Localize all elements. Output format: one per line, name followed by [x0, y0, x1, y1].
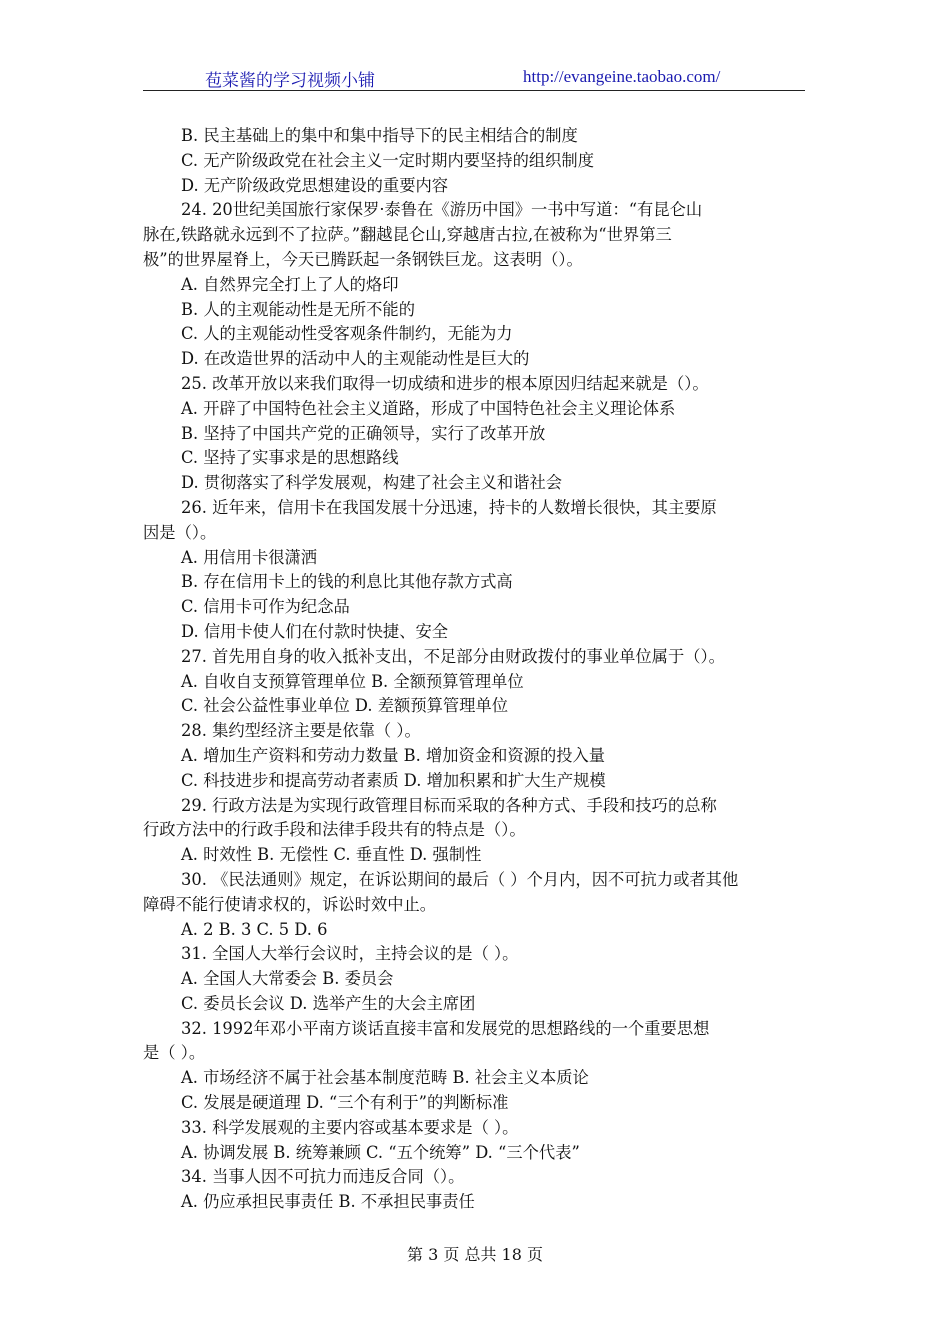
- text-line: 极”的世界屋脊上，今天已腾跃起一条钢铁巨龙。这表明（）。: [143, 249, 583, 269]
- text-line: 障碍不能行使请求权的，诉讼时效中止。: [143, 894, 437, 914]
- text-line: C. 社会公益性事业单位 D. 差额预算管理单位: [181, 696, 509, 716]
- text-line: A. 协调发展 B. 统筹兼顾 C. “五个统筹” D. “三个代表”: [181, 1142, 580, 1162]
- text-line: 行政方法中的行政手段和法律手段共有的特点是（）。: [143, 820, 526, 840]
- text-line: A. 时效性 B. 无偿性 C. 垂直性 D. 强制性: [181, 845, 482, 865]
- text-line: C. 无产阶级政党在社会主义一定时期内要坚持的组织制度: [181, 150, 594, 170]
- page-header: [143, 66, 805, 91]
- text-line: D. 无产阶级政党思想建设的重要内容: [181, 175, 449, 195]
- text-line: A. 增加生产资料和劳动力数量 B. 增加资金和资源的投入量: [181, 745, 606, 765]
- text-line: D. 在改造世界的活动中人的主观能动性是巨大的: [181, 349, 530, 369]
- text-line: C. 坚持了实事求是的思想路线: [181, 448, 399, 468]
- text-line: 34. 当事人因不可抗力而违反合同（）。: [181, 1167, 465, 1187]
- text-line: B. 人的主观能动性是无所不能的: [181, 299, 415, 319]
- text-line: C. 信用卡可作为纪念品: [181, 597, 350, 617]
- page-footer: 第 3 页 总共 18 页: [407, 1245, 543, 1264]
- text-line: D. 信用卡使人们在付款时快捷、安全: [181, 621, 449, 641]
- text-line: B. 民主基础上的集中和集中指导下的民主相结合的制度: [181, 126, 578, 145]
- text-line: D. 贯彻落实了科学发展观，构建了社会主义和谐社会: [181, 473, 563, 493]
- text-line: 28. 集约型经济主要是依靠（ ）。: [181, 721, 421, 741]
- text-line: B. 存在信用卡上的钱的利息比其他存款方式高: [181, 572, 513, 592]
- document-body: [143, 124, 807, 1215]
- text-line: B. 坚持了中国共产党的正确领导，实行了改革开放: [181, 423, 546, 443]
- text-line: 25. 改革开放以来我们取得一切成绩和进步的根本原因归结起来就是（）。: [181, 373, 709, 393]
- text-line: A. 2 B. 3 C. 5 D. 6: [181, 919, 328, 939]
- text-line: 33. 科学发展观的主要内容或基本要求是（ ）。: [181, 1117, 519, 1137]
- text-line: 是（ ）。: [143, 1043, 206, 1063]
- text-line: 24. 20世纪美国旅行家保罗·泰鲁在《游历中国》一书中写道：“有昆仑山: [181, 200, 703, 220]
- text-line: 26. 近年来，信用卡在我国发展十分迅速，持卡的人数增长很快，其主要原: [181, 497, 717, 517]
- text-line: 29. 行政方法是为实现行政管理目标而采取的各种方式、手段和技巧的总称: [181, 795, 717, 815]
- text-line: 32. 1992年邓小平南方谈话直接丰富和发展党的思想路线的一个重要思想: [181, 1018, 710, 1038]
- text-line: C. 科技进步和提高劳动者素质 D. 增加积累和扩大生产规模: [181, 770, 606, 790]
- text-line: A. 仍应承担民事责任 B. 不承担民事责任: [181, 1192, 475, 1212]
- text-line: 因是（）。: [143, 522, 217, 542]
- text-line: 27. 首先用自身的收入抵补支出，不足部分由财政拨付的事业单位属于（）。: [181, 646, 725, 666]
- text-line: C. 人的主观能动性受客观条件制约，无能为力: [181, 324, 513, 344]
- text-line: 31. 全国人大举行会议时，主持会议的是（ ）。: [181, 944, 519, 964]
- shop-url-link[interactable]: http://evangeine.taobao.com/: [523, 67, 721, 86]
- shop-name[interactable]: 苞菜酱的学习视频小铺: [205, 71, 375, 91]
- text-line: C. 委员长会议 D. 选举产生的大会主席团: [181, 993, 476, 1013]
- text-line: 脉在,铁路就永远到不了拉萨。”翻越昆仑山,穿越唐古拉,在被称为“世界第三: [143, 225, 672, 245]
- text-line: A. 开辟了中国特色社会主义道路，形成了中国特色社会主义理论体系: [181, 398, 676, 418]
- text-line: 30. 《民法通则》规定，在诉讼期间的最后（ ）个月内，因不可抗力或者其他: [181, 869, 739, 889]
- text-line: A. 用信用卡很潇洒: [181, 547, 318, 567]
- text-line: A. 市场经济不属于社会基本制度范畴 B. 社会主义本质论: [181, 1068, 589, 1088]
- text-line: A. 自收自支预算管理单位 B. 全额预算管理单位: [181, 671, 524, 691]
- text-line: C. 发展是硬道理 D. “三个有利于”的判断标准: [181, 1093, 509, 1113]
- text-line: A. 自然界完全打上了人的烙印: [181, 274, 399, 294]
- text-line: A. 全国人大常委会 B. 委员会: [181, 969, 394, 989]
